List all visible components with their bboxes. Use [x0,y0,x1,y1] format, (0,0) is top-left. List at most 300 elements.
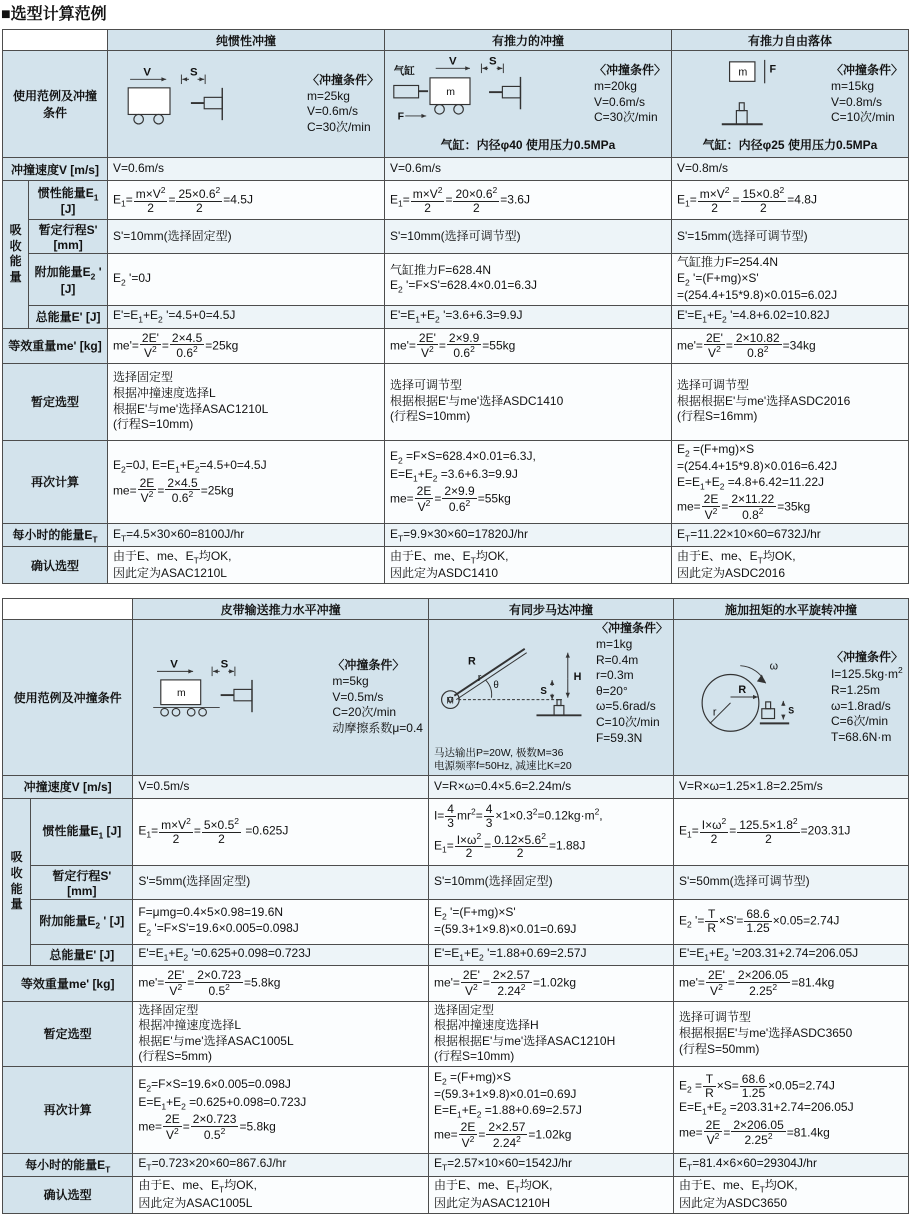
usage-cell [671,51,908,158]
cell-confirm [107,547,384,584]
formula-line: =(59.3+1×9.8)×0.01=0.69J [433,1087,577,1101]
cell-speed [428,775,673,798]
cell-confirm [428,1176,673,1213]
cell-confirm [384,547,671,584]
cell-me [133,965,429,1001]
usage-example-cell [113,66,379,142]
cell-e2 [107,254,384,306]
cell-speed [133,775,429,798]
condition-line: C=6次/min [830,714,888,729]
freefall-diagram [677,56,827,134]
formula-line: S'=5mm(选择固定型) [138,874,251,889]
condition-line: θ=20° [595,683,628,698]
cell-ehour [428,1153,673,1176]
diagram-label: S [489,55,497,68]
fraction: $\frac{2E}{V^2}$ [139,475,155,506]
conveyor-diagram [138,658,328,736]
fraction: $\frac{2E'}{V^2}$ [141,330,159,361]
fraction: $\frac{T}{R}$ [705,1071,714,1100]
column-header: 有推力自由落体 [671,30,908,51]
usage-example-cell [390,56,666,153]
formula-line: 根据冲撞速度选择L [112,386,216,401]
row-group-absorbed-energy: 吸收 能量 [3,181,29,329]
diagram-label: V [449,55,457,68]
diagram-label: m [177,688,186,700]
formula-line: $E_2 =(F+mg)\times S$ [433,1069,512,1086]
cell-e1 [107,181,384,220]
table-corner-spacer [3,30,108,51]
usage-example-cell [677,56,903,153]
impact-conditions-title: 〈冲撞条件〉 [830,649,903,664]
formula-line: S'=10mm(选择固定型) [433,874,553,889]
formula-line: $E_1=$ $\frac{I\times\omega^2}{2}$ = $\frac{125.5\times 1.8^2}{2}$ =203.31J [678,816,851,847]
disk-diagram [679,652,827,742]
row-label-confirm: 确认选型 [3,547,108,584]
cell-me [673,965,908,1001]
cell-e1 [133,798,429,865]
column-header: 皮带输送推力水平冲撞 [133,599,429,620]
formula-line: $E_1=$ $\frac{m\times V^2}{2}$ = $\frac{25\times 0.6^2}{2}$ =4.5J [112,184,253,215]
column-header: 施加扭矩的水平旋转冲撞 [673,599,908,620]
fraction: $\frac{0.12\times 5.6^2}{2}$ [494,830,546,861]
row-label-usage: 使用范例及冲撞条件 [3,51,108,158]
cell-me [671,328,908,363]
usage-example-cell [434,621,668,773]
diagram-label: F [397,111,404,123]
cylinder-note: 气缸：内径φ25 使用压力0.5MPa [702,137,878,152]
condition-line: r=0.3m [595,668,634,683]
cell-ehour [673,1153,908,1176]
formula-line: $E_T=0.723\times 20\times 60=867.6J/hr$ [138,1156,287,1173]
fraction: $\frac{2\times 0.723}{0.5^2}$ [197,967,242,998]
condition-line: $I=125.5kg\cdot m^2$ [830,665,903,682]
selection-table-top [1,29,909,584]
cell-recalc [107,440,384,524]
fraction: $\frac{5\times 0.5^2}{2}$ [203,816,239,847]
row-label-etotal: 总能量E' [J] [29,305,108,328]
condition-line: V=0.6m/s [306,104,358,119]
row-label-ehour: 每小时的能量$E_T$ [3,524,108,547]
fraction: $\frac{2E}{V^2}$ [416,484,432,514]
cell-etotal [133,944,429,965]
fraction: $\frac{T}{R}$ [707,907,717,936]
diagram-label: r [477,671,482,684]
formula-line: $E_2$ '=F×S'=628.4×0.01=6.3J [389,278,538,295]
formula-line: $E_2=F\times S=19.6\times 0.005=0.098J$ [138,1077,291,1094]
formula-line: $E=E_1+E_2 =0.625+0.098=0.723J$ [138,1094,307,1112]
fraction: $\frac{2\times 9.9}{0.6^2}$ [444,484,475,514]
impact-conditions [831,650,903,746]
formula-line: S'=15mm(选择可调节型) [676,228,808,243]
cell-confirm [133,1176,429,1213]
formula-line: $E_2$ '=F×S'=19.6×0.005=0.098J [138,920,299,937]
formula-line: me'= $\frac{2E'}{V^2}$ = $\frac{2\times 2.57}{2.24^2}$ =1.02kg [433,967,576,998]
usage-cell [673,620,908,775]
formula-line: 气缸推力F=254.4N [676,255,779,269]
formula-line: 根据E'与me'选择ASAC1210L [112,401,269,416]
formula-line: me= $\frac{2E}{V^2}$ = $\frac{2\times 0.723}{0.5^2}$ =5.8kg [138,1112,276,1142]
cell-recalc [673,1066,908,1153]
formula-line: $E_2 =(F+mg)\times S$ [676,441,755,459]
fraction: $\frac{2\times 10.82}{0.8^2}$ [735,330,780,361]
formula-line: $E'=E_1+E_2$ '=0.625+0.098=0.723J [138,945,311,963]
cell-tentative [671,363,908,440]
diagram-label: R [467,655,476,668]
formula-line: 选择可调节型 [676,378,749,393]
row-label-e1: 惯性能量$E_1$ [J] [29,181,108,220]
impact-conditions [831,63,903,126]
formula-line: 根据E'与me'选择ASAC1005L [138,1033,294,1048]
column-header: 有推力的冲撞 [384,30,671,51]
diagram-label: R [738,684,747,697]
cell-etotal [671,305,908,328]
diagram-label: θ [493,679,499,691]
condition-line: V=0.5m/s [332,689,384,704]
formula-line: $E'=E_1+E_2$ '=1.88+0.69=2.57J [433,945,587,963]
fraction: $\frac{20\times 0.6^2}{2}$ [455,184,498,215]
formula-line: F=μmg=0.4×5×0.98=19.6N [138,905,284,919]
fraction: $\frac{2E}{V^2}$ [460,1120,476,1150]
row-label-recalc: 再次计算 [3,440,108,524]
condition-line: 动摩擦系数μ=0.4 [332,720,423,735]
formula-line: $E_T=4.5\times 30\times 60=8100J/hr$ [112,526,245,543]
diagram-label: S [788,706,795,717]
formula-line: 选择可调节型 [389,378,462,393]
motor-caption: 马达输出P=20W, 极数M=36 电源频率f=50Hz, 减速比K=20 [433,747,572,773]
fraction: $\frac{2\times 4.5}{0.6^2}$ [167,475,198,506]
cell-tentative [673,1001,908,1066]
cell-confirm [673,1176,908,1213]
diagram-label: r [712,706,717,719]
formula-line: 由于E、me、$E_T$均OK, [112,548,232,566]
formula-line: me'= $\frac{2E'}{V^2}$ = $\frac{2\times 10.82}{0.8^2}$ =34kg [676,330,816,361]
formula-line: me= $\frac{2E}{V^2}$ = $\frac{2\times 9.9}{0.6^2}$ =55kg [389,484,511,514]
formula-line: me'= $\frac{2E'}{V^2}$ = $\frac{2\times 206.05}{2.25^2}$ =81.4kg [678,967,835,998]
formula-line: $E_2$ '=0J [112,270,151,287]
formula-line: 根据根据E'与me'选择ASDC2016 [676,393,851,408]
cell-confirm [671,547,908,584]
usage-cell [133,620,429,775]
cell-e1 [671,181,908,220]
formula-line: 因此定为ASDC3650 [678,1195,788,1210]
fraction: $\frac{2E}{V^2}$ [703,492,719,522]
impact-conditions-title: 〈冲撞条件〉 [595,621,668,636]
cart_cyl-diagram [390,56,590,134]
formula-line: V=R×ω=1.25×1.8=2.25m/s [678,778,823,793]
condition-line: ω=1.8rad/s [830,698,891,713]
cell-e2 [133,899,429,944]
fraction: $\frac{2\times 206.05}{2.25^2}$ [733,1117,784,1148]
fraction: $\frac{15\times 0.8^2}{2}$ [742,184,785,215]
fraction: $\frac{I\times\omega^2}{2}$ [456,830,482,861]
formula-line: V=0.8m/s [676,161,728,176]
cell-e1 [384,181,671,220]
fraction: $\frac{2E'}{V^2}$ [707,967,725,998]
condition-line: C=10次/min [595,715,660,730]
cell-e2 [671,254,908,306]
selection-example-table [2,29,909,584]
fraction: $\frac{m\times V^2}{2}$ [161,816,191,847]
row-label-e1: 惯性能量$E_1$ [J] [31,798,133,865]
fraction: $\frac{2E}{V^2}$ [165,1112,180,1142]
formula-line: $E_1=$ $\frac{m\times V^2}{2}$ = $\frac{15\times 0.8^2}{2}$ =4.8J [676,184,817,215]
formula-line: 因此定为ASAC1005L [138,1195,253,1210]
formula-line: 根据根据E'与me'选择ASDC1410 [389,393,564,408]
formula-line: me'= $\frac{2E'}{V^2}$ = $\frac{2\times 9.9}{0.6^2}$ =55kg [389,330,516,361]
row-label-s1: 暂定行程S' [mm] [31,865,133,899]
formula-line: V=R×ω=0.4×5.6=2.24m/s [433,778,572,793]
diagram-label: m [446,86,455,98]
formula-line: 因此定为ASDC1410 [389,566,498,581]
impact-conditions-title: 〈冲撞条件〉 [830,63,903,78]
formula-line: V=0.5m/s [138,778,190,793]
cell-speed [673,775,908,798]
formula-line: V=0.6m/s [112,161,164,176]
usage-example-cell [138,658,423,736]
formula-line: 选择固定型 [433,1002,494,1017]
diagram-label: S [189,66,198,79]
formula-line: S'=50mm(选择可调节型) [678,874,810,889]
cell-s1 [384,220,671,254]
fraction: $\frac{2E'}{V^2}$ [462,967,480,998]
cell-s1 [133,865,429,899]
diagram-label: V [143,66,151,79]
cell-s1 [673,865,908,899]
cell-speed [384,158,671,181]
formula-line: me= $\frac{2E}{V^2}$ = $\frac{2\times 4.5}{0.6^2}$ =25kg [112,475,234,506]
fraction: $\frac{2E'}{V^2}$ [418,330,436,361]
formula-line: 由于E、me、$E_T$均OK, [138,1178,257,1195]
rod-diagram [434,639,592,729]
formula-line: 由于E、me、$E_T$均OK, [433,1178,553,1195]
formula-line: =(59.3+1×9.8)×0.01=0.69J [433,922,577,937]
formula-line: 根据冲撞速度选择L [138,1018,242,1033]
fraction: $\frac{m\times V^2}{2}$ [699,184,730,215]
fraction: $\frac{2\times 2.57}{2.24^2}$ [488,1120,526,1150]
formula-line: 由于E、me、$E_T$均OK, [389,548,509,566]
row-label-tentative: 暂定选型 [3,363,108,440]
formula-line: $E_1=$ $\frac{I\times\omega^2}{2}$ = $\frac{0.12\times 5.6^2}{2}$ =1.88J [433,830,586,861]
usage-cell [384,51,671,158]
cell-speed [107,158,384,181]
cell-tentative [107,363,384,440]
fraction: $\frac{2\times 4.5}{0.6^2}$ [171,330,203,361]
impact-conditions-title: 〈冲撞条件〉 [332,658,405,673]
formula-line: 选择可调节型 [678,1010,751,1025]
formula-line: $E_2 =F\times S=628.4\times 0.01=6.3J$, [389,449,536,466]
condition-line: R=1.25m [830,682,880,697]
diagram-label: H [573,670,582,683]
formula-line: $E_T=11.22\times 10\times 60=6732J/hr$ [676,526,821,543]
fraction: $\frac{I\times\omega^2}{2}$ [701,816,727,847]
condition-line: m=1kg [595,637,633,652]
fraction: $\frac{4}{3}$ [447,802,454,830]
diagram-label: 气缸 [393,65,415,77]
row-label-e2: 附加能量$E_2$ ' [J] [29,254,108,306]
row-label-s1: 暂定行程S' [mm] [29,220,108,254]
cell-e2 [673,899,908,944]
row-label-me: 等效重量me' [kg] [3,965,133,1001]
impact-conditions-title: 〈冲撞条件〉 [306,72,379,87]
formula-line: S'=10mm(选择可调节型) [389,228,521,243]
cell-ehour [671,524,908,547]
row-group-absorbed-energy: 吸收 能量 [3,798,31,965]
formula-line: 根据根据E'与me'选择ASDC3650 [678,1025,853,1040]
cell-ehour [107,524,384,547]
impact-conditions [307,73,379,136]
fraction: $\frac{25\times 0.6^2}{2}$ [178,184,221,215]
usage-example-cell [679,650,903,746]
cell-recalc [671,440,908,524]
cell-e1 [673,798,908,865]
diagram-label: S [220,658,229,671]
usage-cell [107,51,384,158]
formula-line: $E_1=$ $\frac{m\times V^2}{2}$ = $\frac{20\times 0.6^2}{2}$ =3.6J [389,184,530,215]
formula-line: $E_T=9.9\times 30\times 60=17820J/hr$ [389,526,528,543]
formula-line: $E_2$ = $\frac{T}{R}$ ×S= $\frac{68.6}{1.25}$ ×0.05=2.74J [678,1071,835,1100]
formula-line: $E'=E_1+E_2$ '=4.5+0=4.5J [112,307,236,325]
formula-line: me'= $\frac{2E'}{V^2}$ = $\frac{2\times 4.5}{0.6^2}$ =25kg [112,330,239,361]
row-label-recalc: 再次计算 [3,1066,133,1153]
fraction: $\frac{2\times 2.57}{2.24^2}$ [492,967,530,998]
column-header: 纯惯性冲撞 [107,30,384,51]
diagram-label: M [446,695,454,706]
formula-line: =(254.4+15*9.8)×0.016=6.42J [676,459,838,474]
selection-example-table [2,598,909,1214]
row-label-ehour: 每小时的能量$E_T$ [3,1153,133,1176]
formula-line: $E=E_1+E_2 =4.8+6.42=11.22J$ [676,474,825,492]
condition-line: F=59.3N [595,730,643,745]
cell-recalc [133,1066,429,1153]
formula-line: 选择固定型 [138,1002,199,1017]
cell-s1 [107,220,384,254]
column-header: 有同步马达冲撞 [428,599,673,620]
formula-line: 由于E、me、$E_T$均OK, [678,1178,798,1195]
diagram-label: ω [769,660,779,673]
formula-line: $E_T=81.4\times 6\times 60=29304J/hr$ [678,1156,817,1173]
formula-line: I= $\frac{4}{3}$ $mr^2=$ $\frac{4}{3}$ $\times 1\times 0.3^2=0.12kg\cdot m^2$, [433,802,603,830]
formula-line: $E_1=$ $\frac{m\times V^2}{2}$ = $\frac{5\times 0.5^2}{2}$ =0.625J [138,816,289,847]
cell-me [384,328,671,363]
cell-recalc [428,1066,673,1153]
formula-line: $E=E_1+E_2 =203.31+2.74=206.05J$ [678,1100,854,1117]
cell-ehour [384,524,671,547]
formula-line: me'= $\frac{2E'}{V^2}$ = $\frac{2\times 0.723}{0.5^2}$ =5.8kg [138,967,281,998]
cell-s1 [428,865,673,899]
formula-line: 因此定为ASAC1210H [433,1195,550,1210]
impact-conditions [594,63,666,126]
formula-line: $E_2$ '=(F+mg)×S' [676,270,759,287]
fraction: $\frac{2E}{V^2}$ [705,1117,721,1148]
selection-table-bottom [1,598,909,1214]
cell-e2 [384,254,671,306]
usage-cell [428,620,673,775]
cell-tentative [428,1001,673,1066]
condition-line: m=25kg [306,88,350,103]
formula-line: $E'=E_1+E_2$ '=3.6+6.3=9.9J [389,307,523,325]
condition-line: m=5kg [332,674,369,689]
impact-conditions [596,621,668,746]
cell-recalc [384,440,671,524]
formula-line: V=0.6m/s [389,161,441,176]
formula-line: 根据根据E'与me'选择ASAC1210H [433,1033,616,1048]
diagram-label: F [769,63,777,76]
formula-line: $E_2$ '=(F+mg)×S' [433,905,516,922]
fraction: $\frac{125.5\times 1.8^2}{2}$ [739,816,798,847]
condition-line: m=15kg [830,79,874,94]
condition-line: R=0.4m [595,652,639,667]
formula-line: $E'=E_1+E_2$ '=203.31+2.74=206.05J [678,945,859,963]
diagram-label: m [738,66,748,78]
fraction: $\frac{2E'}{V^2}$ [705,330,723,361]
row-label-usage: 使用范例及冲撞条件 [3,620,133,775]
formula-line: 选择固定型 [112,370,173,385]
condition-line: V=0.8m/s [830,94,882,109]
cell-speed [671,158,908,181]
impact-conditions [332,658,423,736]
fraction: $\frac{2\times 11.22}{0.8^2}$ [731,492,775,522]
cell-etotal [384,305,671,328]
formula-line: (行程S=10mm) [389,409,471,424]
page-title: ■选型计算范例 [1,6,107,23]
formula-line: =(254.4+15*9.8)×0.015=6.02J [676,288,838,303]
row-label-me: 等效重量me' [kg] [3,328,108,363]
fraction: $\frac{4}{3}$ [485,802,493,830]
cell-etotal [673,944,908,965]
fraction: $\frac{m\times V^2}{2}$ [135,184,166,215]
formula-line: (行程S=16mm) [676,409,758,424]
condition-line: T=68.6N·m [830,729,892,744]
row-label-etotal: 总能量E' [J] [31,944,133,965]
cell-me [107,328,384,363]
row-label-e2: 附加能量$E_2$ ' [J] [31,899,133,944]
row-label-confirm: 确认选型 [3,1176,133,1213]
cell-etotal [428,944,673,965]
row-label-tentative: 暂定选型 [3,1001,133,1066]
fraction: $\frac{2\times 206.05}{2.25^2}$ [737,967,789,998]
formula-line: (行程S=10mm) [112,417,194,432]
condition-line: C=30次/min [593,110,658,125]
formula-line: me= $\frac{2E}{V^2}$ = $\frac{2\times 11.22}{0.8^2}$ =35kg [676,492,811,522]
fraction: $\frac{68.6}{1.25}$ [746,907,770,936]
cylinder-note: 气缸：内径φ40 使用压力0.5MPa [440,137,616,152]
cell-me [428,965,673,1001]
cart-diagram [113,66,303,142]
fraction: $\frac{m\times V^2}{2}$ [412,184,443,215]
formula-line: 因此定为ASDC2016 [676,566,786,581]
cell-etotal [107,305,384,328]
diagram-label: V [170,658,179,671]
formula-line: me= $\frac{2E}{V^2}$ = $\frac{2\times 2.57}{2.24^2}$ =1.02kg [433,1120,572,1150]
formula-line: (行程S=10mm) [433,1049,515,1064]
formula-line: $E_2$ '= $\frac{T}{R}$ ×S'= $\frac{68.6}{1.25}$ ×0.05=2.74J [678,907,840,936]
fraction: $\frac{2\times 0.723}{0.5^2}$ [192,1112,237,1142]
formula-line: 由于E、me、$E_T$均OK, [676,548,796,566]
formula-line: 根据冲撞速度选择H [433,1018,539,1033]
fraction: $\frac{2E'}{V^2}$ [167,967,185,998]
formula-line: $E=E_1+E_2 =1.88+0.69=2.57J$ [433,1102,582,1119]
formula-line: me= $\frac{2E}{V^2}$ = $\frac{2\times 206.05}{2.25^2}$ =81.4kg [678,1117,830,1148]
condition-line: C=30次/min [306,119,371,134]
cell-tentative [384,363,671,440]
diagram-label: S [540,685,547,697]
fraction: $\frac{68.6}{1.25}$ [741,1071,766,1100]
cell-ehour [133,1153,429,1176]
formula-line: 气缸推力F=628.4N [389,262,491,277]
row-label-speed: 冲撞速度V [m/s] [3,775,133,798]
formula-line: (行程S=5mm) [138,1049,213,1064]
cell-s1 [671,220,908,254]
